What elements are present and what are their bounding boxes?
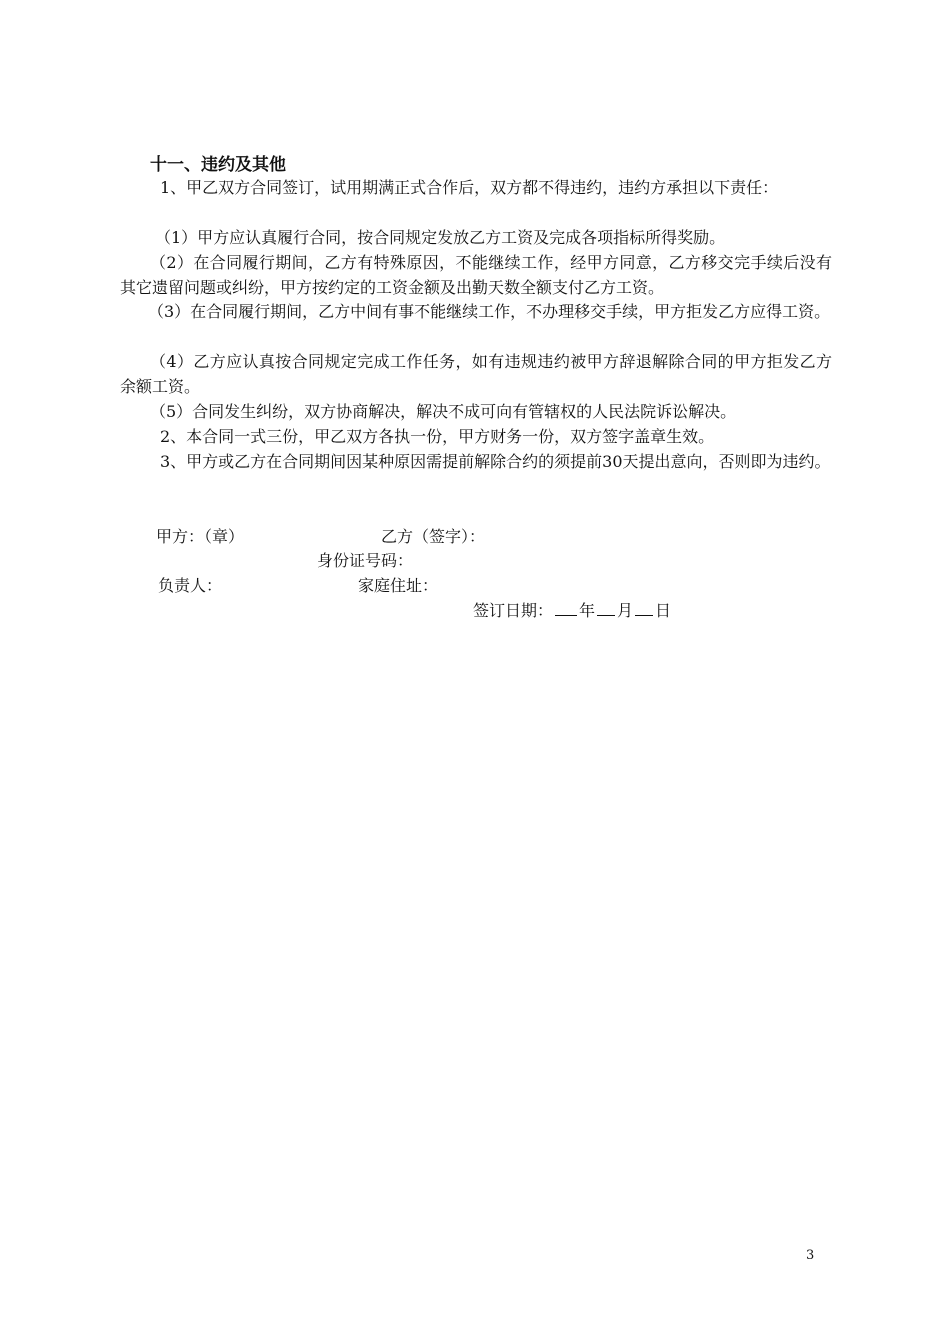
clause-1-2: （2）在合同履行期间，乙方有特殊原因，不能继续工作，经甲方同意，乙方移交完手续后没有其它遗留问题或纠纷，甲方按约定的工资金额及出勤天数全额支付乙方工资。	[120, 253, 832, 297]
day-blank	[635, 601, 653, 616]
year-blank	[555, 601, 577, 616]
party-a-label: 甲方：（章）	[156, 527, 245, 546]
clause-1-1: （1）甲方应认真履行合同，按合同规定发放乙方工资及完成各项指标所得奖励。	[155, 228, 726, 247]
clause-1-3: （3）在合同履行期间，乙方中间有事不能继续工作，不办理移交手续，甲方拒发乙方应得工资。	[148, 302, 831, 321]
id-number-label: 身份证号码：	[317, 551, 414, 570]
month-label: 月	[617, 601, 634, 620]
date-label: 签订日期：	[473, 601, 554, 620]
clause-1-5: （5）合同发生纠纷，双方协商解决，解决不成可向有管辖权的人民法院诉讼解决。	[150, 402, 737, 421]
clause-3: 3、甲方或乙方在合同期间因某种原因需提前解除合约的须提前30天提出意向，否则即为违约。	[160, 452, 831, 471]
page-number: 3	[806, 1248, 815, 1263]
day-label: 日	[655, 601, 672, 620]
year-label: 年	[579, 601, 596, 620]
clause-2: 2、本合同一式三份，甲乙双方各执一份，甲方财务一份，双方签字盖章生效。	[160, 427, 715, 446]
clause-1: 1、甲乙双方合同签订，试用期满正式合作后，双方都不得违约，违约方承担以下责任：	[160, 178, 779, 197]
home-address-label: 家庭住址：	[358, 576, 439, 595]
section-heading: 十一、违约及其他	[150, 155, 286, 175]
signing-date	[473, 598, 671, 623]
month-blank	[597, 601, 615, 616]
clause-1-4: （4）乙方应认真按合同规定完成工作任务，如有违规违约被甲方辞退解除合同的甲方拒发乙方余额工资。	[120, 352, 832, 396]
responsible-person-label: 负责人：	[158, 576, 223, 595]
party-b-label: 乙方（签字）：	[381, 527, 486, 546]
